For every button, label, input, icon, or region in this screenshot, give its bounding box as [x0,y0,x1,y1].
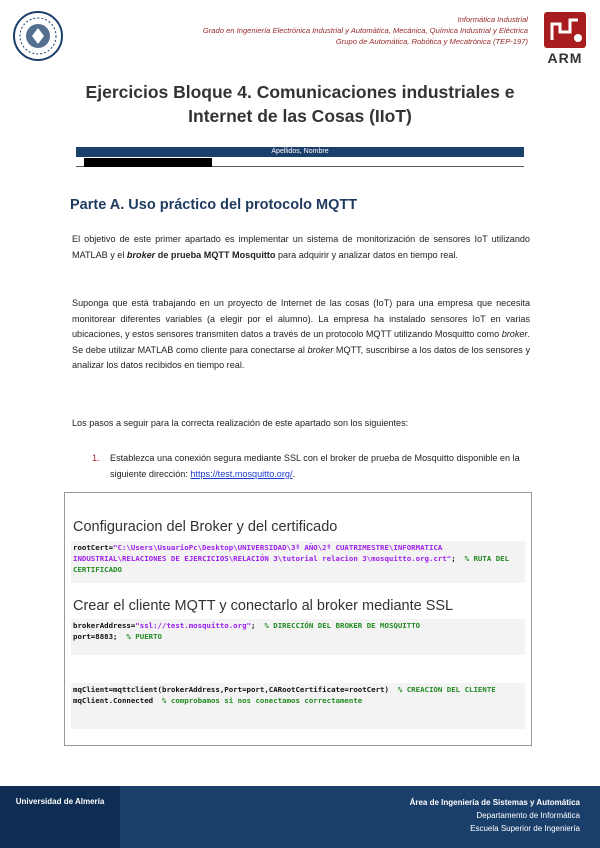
code-heading-broker: Configuracion del Broker y del certificado [73,519,338,535]
name-field-label: Apellidos, Nombre [76,147,524,157]
page-title [40,80,560,128]
section-title: Parte A. Uso práctico del protocolo MQTT [70,197,358,213]
code-block-certificate: rootCert="C:\Users\UsuarioPc\Desktop\UNIVERSIDAD\3º AÑO\2º CUATRIMESTRE\INFORMATICA INDUSTRIAL\RELACIONES DE EJERCICIOS\RELACIÓN 3\tutorial relacion 3\mosquitto.org.crt"; % RUTA DEL CERTIFICADO [71,541,525,583]
header-degree: Grado en Ingeniería Electrónica Industrial y Automática, Mecánica, Química Industrial y Eléctrica [202,26,528,35]
code-block-broker: brokerAddress="ssl://test.mosquitto.org"; % DIRECCIÓN DEL BROKER DE MOSQUITTO port=8883; % PUERTO [71,619,525,655]
mosquitto-link[interactable]: https://test.mosquitto.org/ [190,468,293,479]
redacted-name [84,158,212,167]
footer [0,786,600,848]
code-heading-client: Crear el cliente MQTT y conectarlo al broker mediante SSL [73,598,454,614]
arm-logo-text: ARM [547,50,583,66]
paragraph-scenario: Suponga que está trabajando en un proyecto de Internet de las cosas (IoT) para una empresa que necesita monitorear diferentes variables (a elegir por el alumno). La empresa ha instalado sensores IoT en varias ubicaciones, y estos sensores transmiten datos a través de un protocolo MQTT utilizando Mosquitto como broker. Se debe utilizar MATLAB como cliente para conectarse al broker MQTT, suscribirse a los datos de los sensores y analizar los datos recibidos en tiempo real. [72,298,530,371]
footer-university-name: Universidad de Almería [15,797,105,806]
code-block-client: mqClient=mqttclient(brokerAddress,Port=port,CARootCertificate=rootCert) % CREACION DEL CLIENTE mqClient.Connected % comprobamos si nos conectamos correctamente [71,683,525,729]
footer-university [0,786,120,848]
title-line-2: Internet de las Cosas (IIoT) [188,106,412,126]
code-box [64,492,532,746]
footer-dept: Departamento de Informática [476,811,580,820]
arm-logo [540,12,590,66]
footer-school: Escuela Superior de Ingeniería [470,824,580,833]
step-text: Establezca una conexión segura mediante SSL con el broker de prueba de Mosquitto disponible en la siguiente dirección: https://test.mosquitto.org/. [110,453,520,479]
paragraph-steps-intro: Los pasos a seguir para la correcta realización de este apartado son los siguientes: [72,418,409,428]
university-seal-icon [12,10,64,62]
footer-area: Área de Ingeniería de Sistemas y Automática [409,798,580,807]
arm-logo-mark-icon [544,12,586,48]
header-group: Grupo de Automática, Robótica y Mecatrónica (TEP-197) [335,37,528,46]
step-number: 1. [92,453,100,463]
footer-department [410,796,580,835]
header-text [203,14,528,47]
title-line-1: Ejercicios Bloque 4. Comunicaciones industriales e [85,82,515,102]
header-course: Informática Industrial [457,15,528,24]
paragraph-objective: El objetivo de este primer apartado es implementar un sistema de monitorización de sensores IoT utilizando MATLAB y el broker de prueba MQTT Mosquitto para adquirir y analizar datos en tiempo real. [72,234,530,260]
